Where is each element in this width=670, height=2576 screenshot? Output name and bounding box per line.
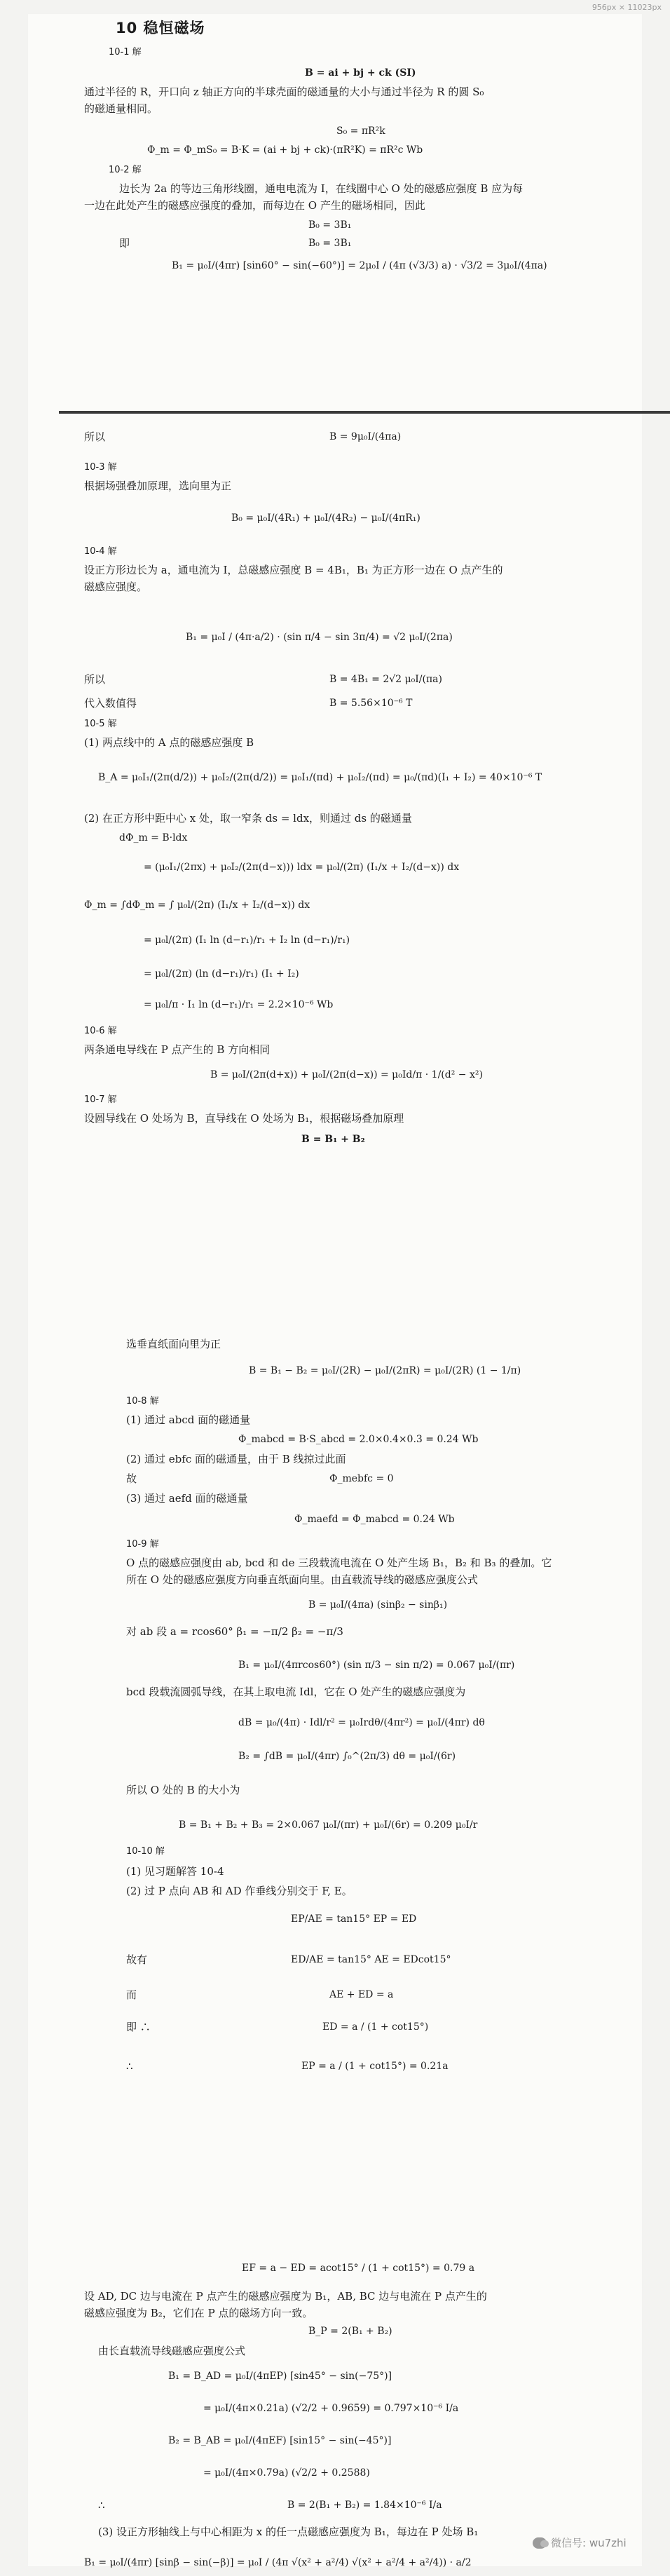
equation: Φ_m = ∫dΦ_m = ∫ μ₀l/(2π) (I₁/x + I₂/(d−x)) dx <box>84 900 310 911</box>
text-line: 磁感应强度。 <box>84 581 148 593</box>
text-line: 边长为 2a 的等边三角形线圈，通电电流为 I，在线圈中心 O 处的磁感应强度 B 应为每 <box>119 182 524 195</box>
equation: B₁ = μ₀I/(4πr) [sin60° − sin(−60°)] = 2μ₀I / (4π (√3/3) a) · √3/2 = 3μ₀I/(4πa) <box>172 260 547 271</box>
equation: = μ₀l/π · I₁ ln (d−r₁)/r₁ = 2.2×10⁻⁶ Wb <box>144 999 334 1010</box>
page-separator <box>59 411 670 414</box>
text-line: (3) 设正方形轴线上与中心相距为 x 的任一点磁感应强度为 B₁，每边在 P 处场 B₁ <box>98 2526 479 2538</box>
text-line: 故有 <box>126 1953 148 1966</box>
equation: = μ₀I/(4π×0.79a) (√2/2 + 0.2588) <box>203 2467 370 2479</box>
watermark-text: 微信号: wu7zhi <box>551 2537 627 2549</box>
text-line: O 点的磁感应强度由 ab, bcd 和 de 三段载流电流在 O 处产生场 B₁，B₂ 和 B₃ 的叠加。它 <box>126 1557 552 1569</box>
problem-number: 10-5 解 <box>84 719 117 729</box>
equation: = μ₀l/(2π) (I₁ ln (d−r₁)/r₁ + I₂ ln (d−r₁)/r₁) <box>144 935 350 946</box>
equation: B = B₁ + B₂ <box>301 1134 365 1145</box>
text-line: 由长直载流导线磁感应强度公式 <box>98 2345 246 2357</box>
equation: B₁ = μ₀I/(4πr) [sinβ − sin(−β)] = μ₀I / (4π √(x² + a²/4) √(x² + a²/4 + a²/4)) · a/2 <box>84 2557 472 2568</box>
text-line: 对 ab 段 a = rcos60° β₁ = −π/2 β₂ = −π/3 <box>126 1625 343 1638</box>
equation: Φ_mebfc = 0 <box>329 1473 394 1484</box>
text-line: 所在 O 处的磁感应强度方向垂直纸面向里。由直载流导线的磁感应强度公式 <box>126 1573 478 1586</box>
text-line: bcd 段载流圆弧导线，在其上取电流 Idl，它在 O 处产生的磁感应强度为 <box>126 1686 466 1698</box>
problem-number: 10-6 解 <box>84 1026 117 1036</box>
equation: B₂ = ∫dB = μ₀I/(4πr) ∫₀^(2π/3) dθ = μ₀I/(6r) <box>238 1751 456 1762</box>
equation: B = 4B₁ = 2√2 μ₀I/(πa) <box>329 674 442 685</box>
equation: dΦ_m = B·ldx <box>119 832 188 843</box>
text-line: 的磁通量相同。 <box>84 102 158 115</box>
equation: B = μ₀I/(4πa) (sinβ₂ − sinβ₁) <box>308 1599 448 1611</box>
text-line: 两条通电导线在 P 点产生的 B 方向相同 <box>84 1043 271 1056</box>
wechat-icon <box>533 2537 547 2549</box>
equation: B = 5.56×10⁻⁶ T <box>329 698 413 709</box>
text-line: (2) 在正方形中距中心 x 处，取一窄条 ds = ldx，则通过 ds 的磁通量 <box>84 812 412 825</box>
equation: B_A = μ₀I₁/(2π(d/2)) + μ₀I₂/(2π(d/2)) = μ₀I₁/(πd) + μ₀I₂/(πd) = μ₀/(πd)(I₁ + I₂) = 40×10⁻⁶ T <box>98 772 542 783</box>
equation: B = ai + bj + ck (SI) <box>305 67 416 79</box>
text-line: 磁感应强度为 B₂，它们在 P 点的磁场方向一致。 <box>84 2307 313 2319</box>
problem-number: 10-7 解 <box>84 1094 117 1105</box>
problem-number: 10-9 解 <box>126 1539 159 1550</box>
text-line: (2) 过 P 点向 AB 和 AD 作垂线分别交于 F, E。 <box>126 1885 353 1897</box>
equation: B₂ = B_AB = μ₀I/(4πEF) [sin15° − sin(−45°)] <box>168 2435 392 2446</box>
equation: B_P = 2(B₁ + B₂) <box>308 2326 392 2337</box>
equation: S₀ = πR²k <box>336 126 385 137</box>
equation: B₀ = μ₀I/(4R₁) + μ₀I/(4R₂) − μ₀I/(4πR₁) <box>231 513 421 524</box>
text-line: 而 <box>126 1988 137 2001</box>
equation: B₀ = 3B₁ <box>308 238 352 249</box>
watermark <box>533 2535 627 2550</box>
chapter-title: 10 稳恒磁场 <box>116 20 205 36</box>
equation: AE + ED = a <box>329 1989 394 2000</box>
equation: ED = a / (1 + cot15°) <box>322 2021 429 2033</box>
equation: = μ₀l/(2π) (ln (d−r₁)/r₁) (I₁ + I₂) <box>144 968 299 979</box>
text-line: 通过半径的 R，开口向 z 轴正方向的半球壳面的磁通量的大小与通过半径为 R 的圆 S₀ <box>84 86 484 98</box>
problem-number: 10-1 解 <box>109 47 142 57</box>
equation: Φ_maefd = Φ_mabcd = 0.24 Wb <box>294 1514 455 1525</box>
equation: B₁ = μ₀I/(4πrcos60°) (sin π/3 − sin π/2) = 0.067 μ₀I/(πr) <box>238 1660 515 1671</box>
equation: B = B₁ + B₂ + B₃ = 2×0.067 μ₀I/(πr) + μ₀I/(6r) = 0.209 μ₀I/r <box>179 1819 478 1831</box>
equation: ED/AE = tan15° AE = EDcot15° <box>291 1954 451 1965</box>
problem-number: 10-8 解 <box>126 1396 159 1406</box>
equation: EP = a / (1 + cot15°) = 0.21a <box>301 2061 449 2072</box>
equation: Φ_mabcd = B·S_abcd = 2.0×0.4×0.3 = 0.24 Wb <box>238 1434 479 1445</box>
text-line: 一边在此处产生的磁感应强度的叠加，而每边在 O 产生的磁场相同，因此 <box>84 199 425 212</box>
text-line: 设 AD, DC 边与电流在 P 点产生的磁感应强度为 B₁，AB, BC 边与电流在 P 点产生的 <box>84 2290 487 2303</box>
equation: B₁ = B_AD = μ₀I/(4πEP) [sin45° − sin(−75°)] <box>168 2371 392 2382</box>
equation: B₁ = μ₀I / (4π·a/2) · (sin π/4 − sin 3π/4) = √2 μ₀I/(2πa) <box>186 632 453 643</box>
text-line: (1) 通过 abcd 面的磁通量 <box>126 1414 251 1426</box>
equation: EP/AE = tan15° EP = ED <box>291 1913 417 1925</box>
text-line: ∴ <box>98 2499 105 2511</box>
problem-number: 10-4 解 <box>84 546 117 557</box>
equation: EF = a − ED = acot15° / (1 + cot15°) = 0.79 a <box>242 2263 475 2274</box>
text-line: 代入数值得 <box>84 697 137 710</box>
equation: = μ₀I/(4π×0.21a) (√2/2 + 0.9659) = 0.797×10⁻⁶ I/a <box>203 2403 459 2414</box>
equation: dB = μ₀/(4π) · Idl/r² = μ₀Irdθ/(4πr²) = μ₀I/(4πr) dθ <box>238 1717 485 1728</box>
equation: = (μ₀I₁/(2πx) + μ₀I₂/(2π(d−x))) ldx = μ₀l/(2π) (I₁/x + I₂/(d−x)) dx <box>144 862 460 873</box>
text-line: 故 <box>126 1472 137 1485</box>
text-line: 设圆导线在 O 处场为 B，直导线在 O 处场为 B₁，根据磁场叠加原理 <box>84 1112 404 1125</box>
equation: B = 2(B₁ + B₂) = 1.84×10⁻⁶ I/a <box>287 2500 442 2511</box>
problem-number: 10-3 解 <box>84 462 117 473</box>
text-line: 所以 <box>84 431 106 443</box>
text-line: (1) 两点线中的 A 点的磁感应强度 B <box>84 736 254 749</box>
equation: B = 9μ₀I/(4πa) <box>329 431 402 442</box>
text-line: 即 ∴ <box>126 2021 151 2033</box>
text-line: (3) 通过 aefd 面的磁通量 <box>126 1492 248 1505</box>
problem-number: 10-10 解 <box>126 1846 165 1857</box>
text-line: 选垂直纸面向里为正 <box>126 1338 221 1350</box>
text-line: 即 <box>119 237 130 250</box>
equation: Φ_m = Φ_mS₀ = B·K = (ai + bj + ck)·(πR²K) = πR²c Wb <box>147 144 423 156</box>
text-line: ∴ <box>126 2060 133 2073</box>
text-line: 设正方形边长为 a，通电流为 I，总磁感应强度 B = 4B₁，B₁ 为正方形一边在 O 点产生的 <box>84 564 503 576</box>
equation: B = B₁ − B₂ = μ₀I/(2R) − μ₀I/(2πR) = μ₀I/(2R) (1 − 1/π) <box>249 1365 521 1376</box>
equation: B₀ = 3B₁ <box>308 219 352 231</box>
text-line: (2) 通过 ebfc 面的磁通量，由于 B 线掠过此面 <box>126 1453 346 1465</box>
page-size-label: 956px × 11023px <box>592 3 662 12</box>
equation: B = μ₀I/(2π(d+x)) + μ₀I/(2π(d−x)) = μ₀Id/π · 1/(d² − x²) <box>210 1069 483 1080</box>
scanned-page <box>28 14 642 2566</box>
text-line: 所以 O 处的 B 的大小为 <box>126 1784 240 1796</box>
text-line: (1) 见习题解答 10-4 <box>126 1865 224 1878</box>
problem-number: 10-2 解 <box>109 165 142 175</box>
text-line: 根据场强叠加原理，选向里为正 <box>84 480 232 492</box>
text-line: 所以 <box>84 673 106 686</box>
